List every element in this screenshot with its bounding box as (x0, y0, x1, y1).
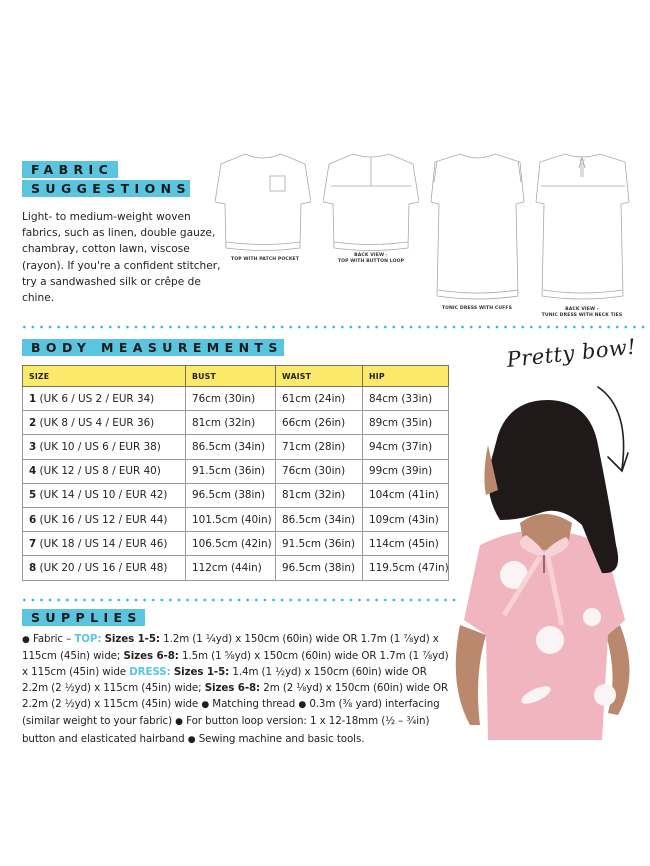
table-row (23, 556, 449, 580)
sketch-label-1 (220, 257, 310, 263)
fabric-heading-line1: FABRIC (22, 161, 118, 178)
top-sizes-1-5-label: Sizes 1-5: (104, 633, 160, 645)
size-cell (23, 387, 186, 411)
dress-sizes-6-8-text: 2m (2 ⅛yd) x 150cm (60in) wide OR 2.2m (2 ½yd) x 115cm (45in) wide (22, 682, 449, 711)
waist-cell: 61cm (24in) (276, 387, 363, 411)
bullet-icon: ● (187, 734, 196, 745)
button-item: For button loop version: 1 x 12-18mm (½ – ¾in) button and elasticated hairband (22, 715, 430, 745)
sketch-tunic-cuffs (430, 152, 525, 302)
fabric-label: Fabric – (32, 633, 72, 645)
dress-sizes-6-8-label: Sizes 6-8: (204, 682, 261, 695)
sketch-label-line: TOP WITH PATCH POCKET (230, 257, 300, 262)
table-row (23, 483, 449, 507)
sketch-label-3 (432, 306, 522, 312)
size-detail: (UK 8 / US 4 / EUR 36) (39, 416, 155, 429)
sketch-label-line: TUNIC DRESS WITH CUFFS (441, 306, 513, 311)
sketch-top-patch-pocket (215, 152, 311, 252)
supplies-list (22, 631, 454, 748)
size-detail: (UK 6 / US 2 / EUR 34) (39, 392, 155, 405)
size-cell (23, 459, 186, 483)
waist-cell: 86.5cm (34in) (276, 507, 363, 531)
bust-cell: 101.5cm (40in) (186, 507, 276, 531)
sketch-back-neck-ties (535, 152, 630, 302)
body-measurements-heading: BODY MEASUREMENTS (22, 339, 284, 356)
size-number: 8 (29, 561, 37, 574)
hip-cell: 104cm (41in) (363, 483, 449, 507)
size-cell (23, 483, 186, 507)
size-cell (23, 532, 186, 556)
sketch-label-4 (537, 307, 627, 318)
hip-cell: 109cm (43in) (363, 507, 449, 531)
table-row (23, 411, 449, 435)
waist-cell: 76cm (30in) (276, 459, 363, 483)
sketch-label-line: BACK VIEW - (354, 253, 388, 258)
bust-cell: 91.5cm (36in) (186, 459, 276, 483)
dotted-divider (20, 598, 460, 602)
hip-cell: 94cm (37in) (363, 435, 449, 459)
hip-cell: 99cm (39in) (363, 459, 449, 483)
top-sizes-6-8-label: Sizes 6-8: (123, 650, 179, 663)
size-detail: (UK 14 / US 10 / EUR 42) (39, 489, 168, 502)
size-number: 7 (29, 537, 37, 550)
size-detail: (UK 16 / US 12 / EUR 44) (39, 513, 168, 526)
size-detail: (UK 10 / US 6 / EUR 38) (39, 440, 161, 453)
hip-cell: 114cm (45in) (363, 532, 449, 556)
waist-cell: 66cm (26in) (276, 411, 363, 435)
hip-cell: 84cm (33in) (363, 387, 449, 411)
body-measurements-table (22, 365, 449, 581)
size-cell (23, 435, 186, 459)
waist-cell: 81cm (32in) (276, 483, 363, 507)
waist-cell: 91.5cm (36in) (276, 532, 363, 556)
sketch-back-button-loop (323, 152, 419, 252)
column-header-hip: HIP (363, 366, 449, 387)
sketch-label-line: BACK VIEW - (565, 307, 599, 312)
top-sizes-6-8-text: 1.5m (1 ⅝yd) x 150cm (60in) wide OR 1.7m (1 ⅞yd) x 115cm (45in) wide (22, 650, 449, 679)
fabric-suggestions-text: Light- to medium-weight woven fabrics, such as linen, double gauze, chambray, cotton lawn, viscose (rayon). If you're a confident stitcher, try a sandwashed silk or crêpe de chine. (22, 211, 221, 305)
size-cell (23, 507, 186, 531)
dress-sizes-1-5-text: 1.4m (1 ½yd) x 150cm (60in) wide OR 2.2m (2 ½yd) x 115cm (45in) wide; (22, 666, 427, 695)
size-detail: (UK 12 / US 8 / EUR 40) (39, 465, 161, 478)
sketch-label-line: TUNIC DRESS WITH NECK TIES (541, 312, 623, 318)
bust-cell: 106.5cm (42in) (186, 532, 276, 556)
dress-label: DRESS: (129, 666, 171, 679)
bust-cell: 76cm (30in) (186, 387, 276, 411)
bust-cell: 96.5cm (38in) (186, 483, 276, 507)
size-detail: (UK 18 / US 14 / EUR 46) (39, 537, 168, 550)
thread-item: Matching thread (212, 698, 296, 711)
size-detail: (UK 20 / US 16 / EUR 48) (39, 561, 168, 574)
dress-sizes-1-5-label: Sizes 1-5: (173, 666, 230, 679)
size-number: 1 (29, 392, 37, 405)
top-label: TOP: (74, 633, 102, 645)
table-row (23, 435, 449, 459)
table-row (23, 459, 449, 483)
interfacing-item: 0.3m (⅜ yard) interfacing (similar weight to your fabric) (22, 698, 440, 728)
waist-cell: 96.5cm (38in) (276, 556, 363, 580)
hip-cell: 119.5cm (47in) (363, 556, 449, 580)
column-header-size: SIZE (23, 366, 186, 387)
fabric-heading-line2: SUGGESTIONS (22, 180, 190, 197)
table-row (23, 532, 449, 556)
table-row (23, 507, 449, 531)
column-header-bust: BUST (186, 366, 276, 387)
size-number: 2 (29, 416, 37, 429)
bust-cell: 81cm (32in) (186, 411, 276, 435)
waist-cell: 71cm (28in) (276, 435, 363, 459)
model-photo (440, 395, 650, 740)
bullet-icon: ● (298, 700, 307, 711)
dotted-divider (20, 325, 650, 329)
size-cell (23, 556, 186, 580)
sketch-label-2 (326, 253, 416, 264)
tools-item: Sewing machine and basic tools. (198, 732, 365, 745)
sketch-label-line: TOP WITH BUTTON LOOP (337, 258, 405, 264)
size-number: 6 (29, 513, 37, 526)
table-row (23, 387, 449, 411)
bust-cell: 86.5cm (34in) (186, 435, 276, 459)
size-number: 5 (29, 489, 37, 502)
hip-cell: 89cm (35in) (363, 411, 449, 435)
table-header-row (23, 366, 449, 387)
bullet-icon: ● (201, 700, 210, 711)
pretty-bow-callout: Pretty bow! (505, 334, 638, 372)
bullet-icon: ● (175, 717, 183, 728)
bullet-icon: ● (22, 635, 30, 645)
bust-cell: 112cm (44in) (186, 556, 276, 580)
size-cell (23, 411, 186, 435)
size-number: 4 (29, 465, 37, 478)
top-sizes-1-5-text: 1.2m (1 ¼yd) x 150cm (60in) wide OR 1.7m (1 ⅞yd) x 115cm (45in) wide; (22, 633, 439, 663)
size-number: 3 (29, 440, 37, 453)
supplies-heading: SUPPLIES (22, 609, 145, 626)
column-header-waist: WAIST (276, 366, 363, 387)
